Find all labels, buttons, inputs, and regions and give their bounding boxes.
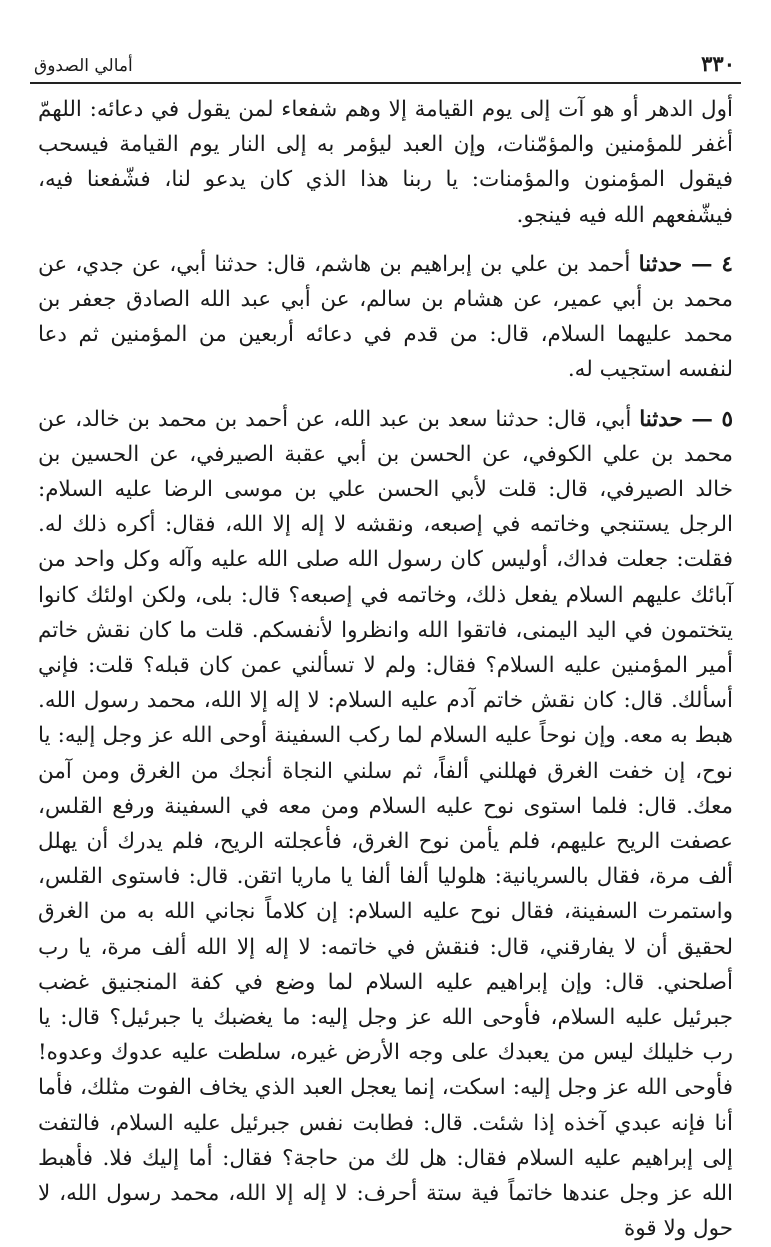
hadith-number: ٥ xyxy=(721,406,733,432)
book-title: أمالي الصدوق xyxy=(34,56,133,76)
hadith-text: أحمد بن علي بن إبراهيم بن هاشم، قال: حدثنا أبي، عن جدي، عن محمد بن أبي عمير، عن هشام بن سالم، عن أبي عبد الله الصادق جعفر بن محمد عليهما السلام، قال: من قدم في دعائه أربعين من المؤمنين ثم دعا لنفسه استجيب له. xyxy=(38,251,733,383)
page-number: ٣٣٠ xyxy=(701,51,735,76)
hadith-lead: حدثنا xyxy=(639,406,683,432)
page-body xyxy=(38,92,733,1242)
paragraph-text: أول الدهر أو هو آت إلى يوم القيامة إلا وهم شفعاء لمن يقول في دعائه: اللهمّ أغفر للمؤمنين والمؤمّنات، وإن العبد ليؤمر به إلى النار يوم القيامة فيسحب فيقول المؤمنون والمؤمنات: يا ربنا هذا الذي كان يدعو لنا، فشّفعنا فيه، فيشّفعهم الله فيه فينجو. xyxy=(38,97,733,228)
hadith-text: أبي، قال: حدثنا سعد بن عبد الله، عن أحمد بن محمد بن خالد، عن محمد بن علي الكوفي، عن الحسن بن أبي عقبة الصيرفي، عن الحسين بن خالد الصيرفي، قال: قلت لأبي الحسن علي بن موسى الرضا عليه السلام: الرجل يستنجي وخاتمه في إصبعه، ونقشه لا إله إلا الله، فقال: أكره ذلك له. فقلت: جعلت فداك، أوليس كان رسول الله صلى الله عليه وآله وكل واحد من آبائك عليهم السلام يفعل ذلك، وخاتمه في إصبعه؟ قال: بلى، ولكن اولئك كانوا يتختمون في اليد اليمنى، فاتقوا الله وانظروا لأنفسكم. قلت ما كان نقش خاتم أمير المؤمنين عليه السلام؟ فقال: ولم لا تسألني عمن كان قبله؟ قلت: فإني أسألك. قال: كان نقش خاتم آدم عليه السلام: لا إله إلا الله، محمد رسول الله. هبط به معه. وإن نوحاً عليه السلام لما ركب السفينة أوحى الله عز وجل إليه: يا نوح، إن خفت الغرق فهللني ألفاً، ثم سلني النجاة أنجك من الغرق ومن آمن معك. قال: فلما استوى نوح عليه السلام ومن معه في السفينة ورفع القلس، عصفت الريح عليهم، فلم يأمن نوح الغرق، فأعجلته الريح، فلم يدرك أن يهلل ألف مرة، فقال بالسريانية: هلوليا ألفا ألفا يا ماريا اتقن. قال: فاستوى القلس، واستمرت السفينة، فقال نوح عليه السلام: إن كلاماً نجاني الله به من الغرق لحقيق أن لا يفارقني، قال: فنقش في خاتمه: لا إله إلا الله ألف مرة، يا رب أصلحني. قال: وإن إبراهيم عليه السلام لما وضع في كفة المنجنيق غضب جبرئيل عليه السلام، فأوحى الله عز وجل إليه: ما يغضبك يا جبرئيل؟ قال: يا رب خليلك ليس من يعبدك على وجه الأرض غيره، سلطت عليه عدوك وعدوه! فأوحى الله عز وجل إليه: اسكت، إنما يعجل العبد الذي يخاف الفوت مثلك، فأما أنا فإنه عبدي آخذه إذا شئت. قال: فطابت نفس جبرئيل عليه السلام، فالتفت إلى إبراهيم عليه السلام فقال: هل لك من حاجة؟ فقال: أما إليك فلا. فأهبط الله عز وجل عندها خاتماً فية ستة أحرف: لا إله إلا الله، محمد رسول الله، لا حول ولا قوة xyxy=(38,406,733,1242)
page-header xyxy=(30,52,741,84)
hadith-5 xyxy=(38,402,733,1247)
hadith-lead: حدثنا xyxy=(638,251,683,277)
hadith-dash: — xyxy=(682,406,722,432)
paragraph-continuation xyxy=(38,92,733,233)
hadith-dash: — xyxy=(682,251,722,277)
hadith-number: ٤ xyxy=(721,251,733,277)
hadith-4 xyxy=(38,247,733,388)
